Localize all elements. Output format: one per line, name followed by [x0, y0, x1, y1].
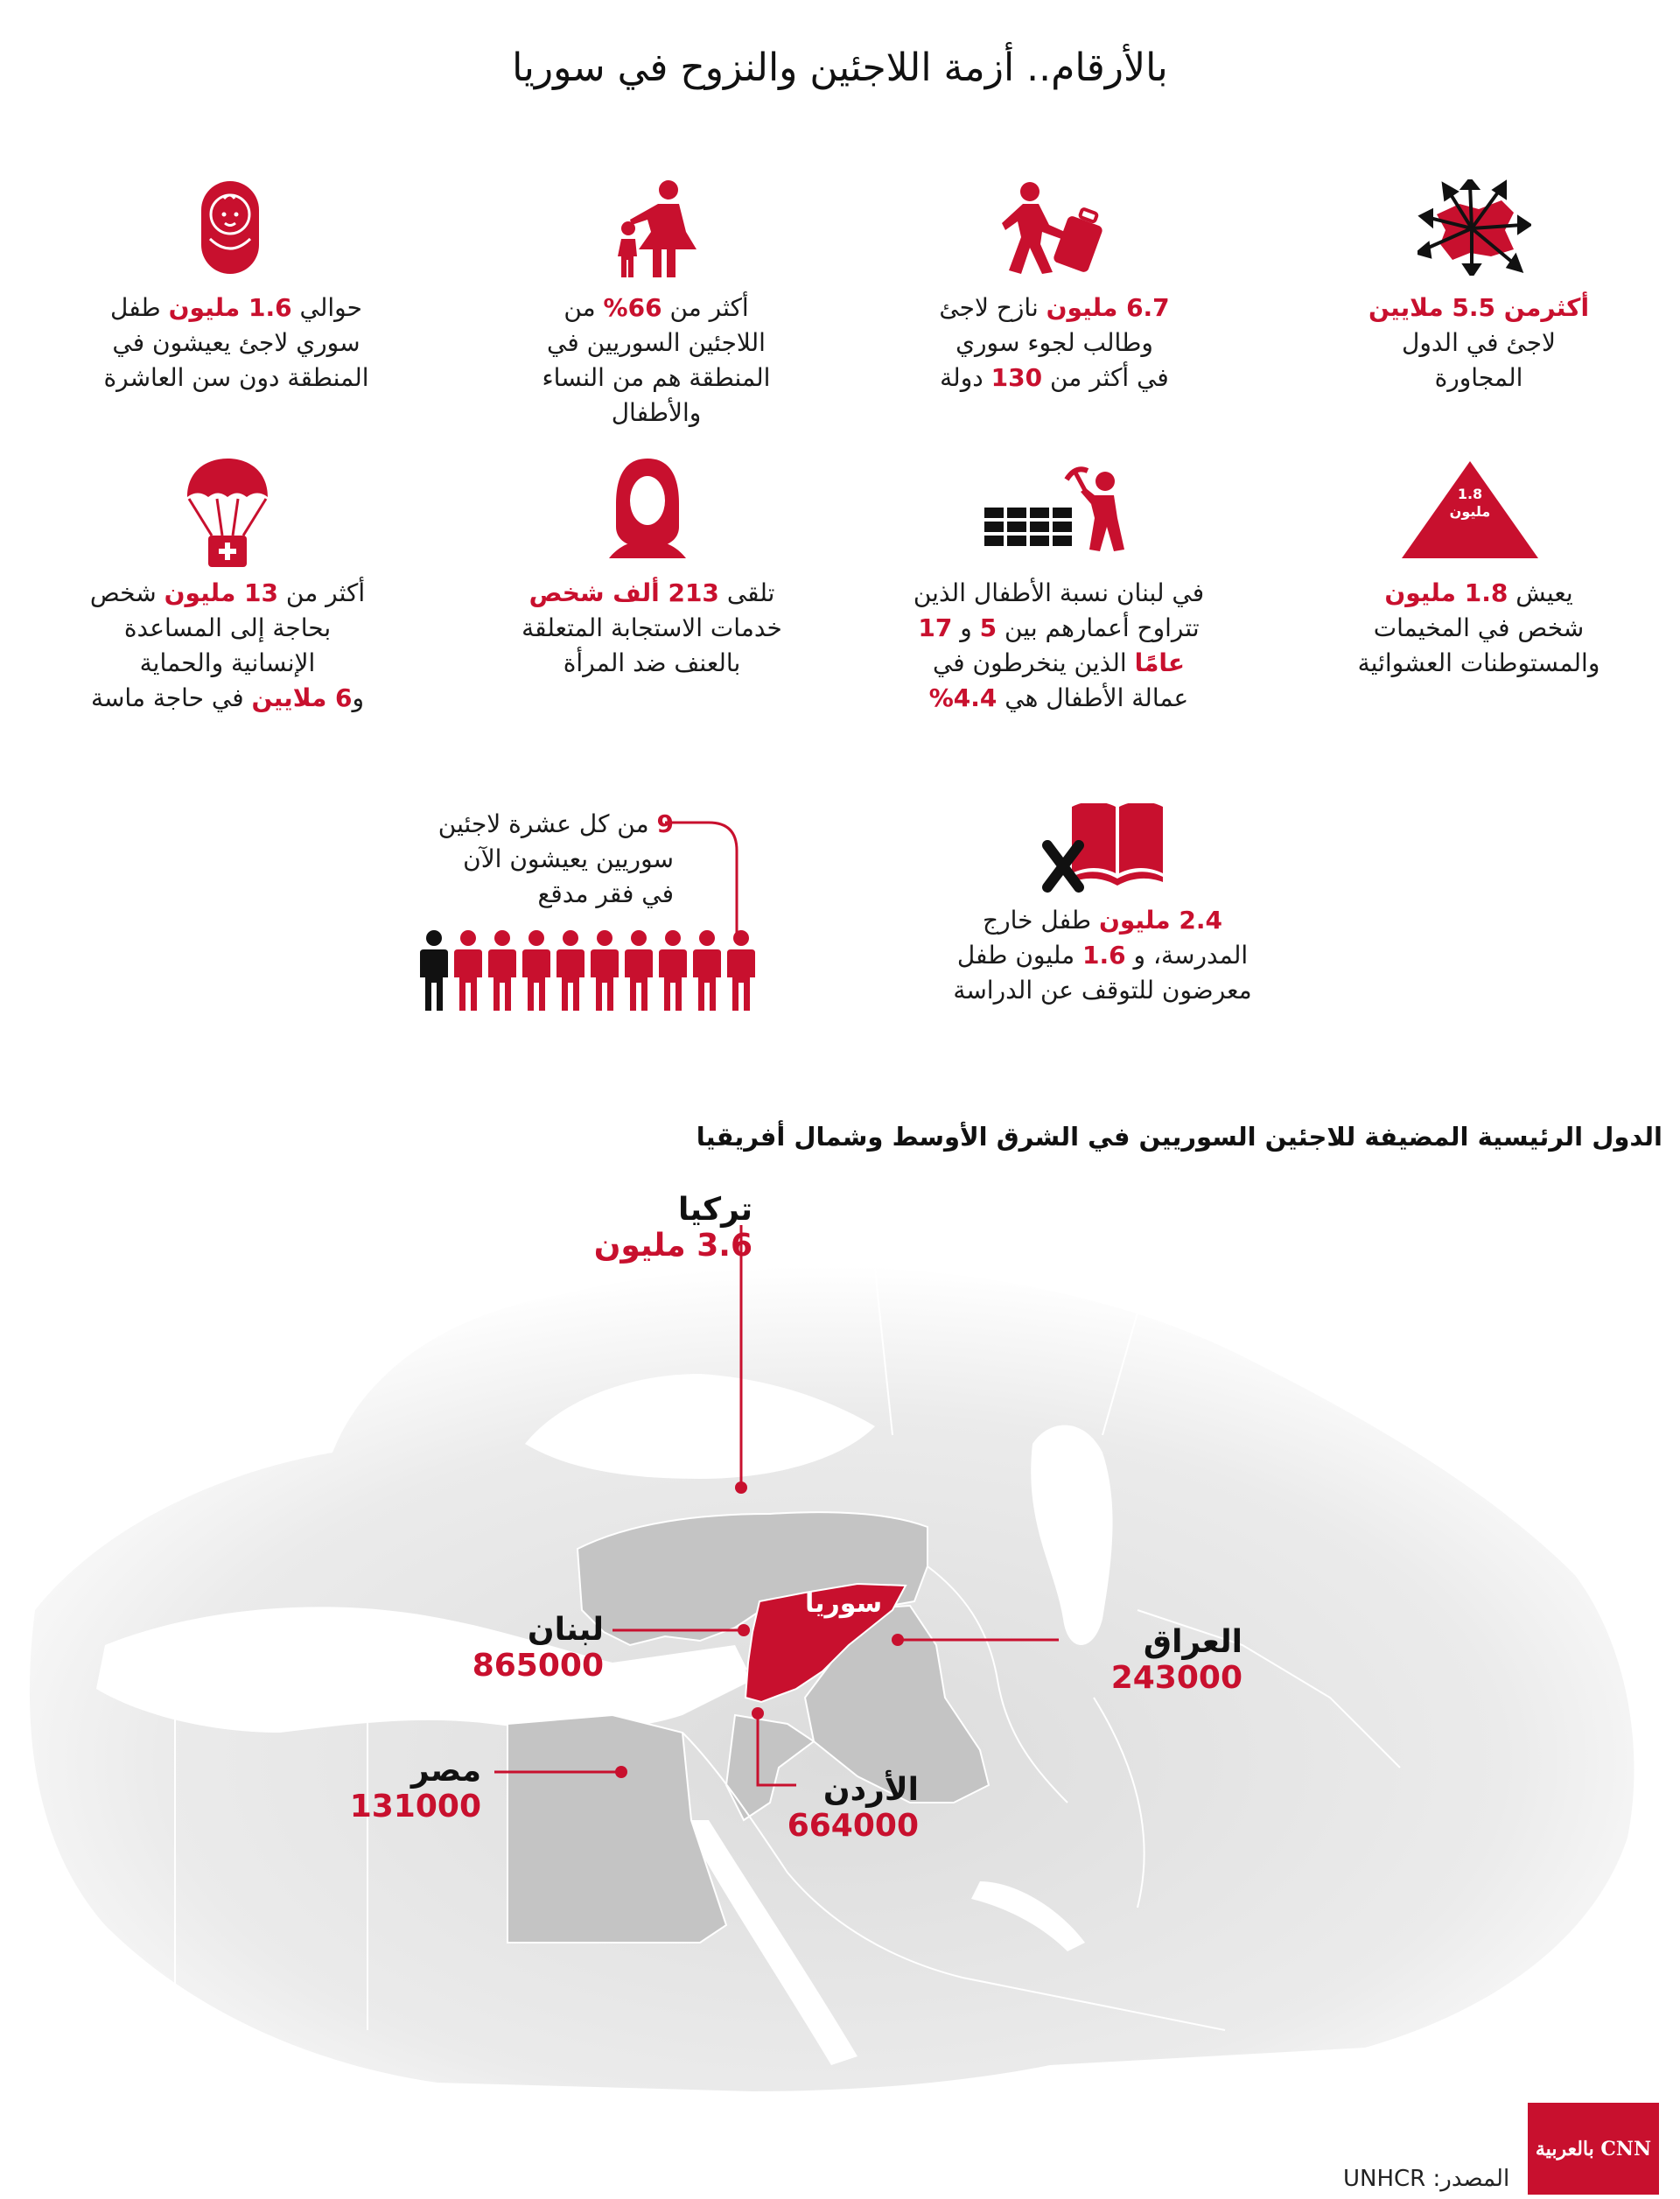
map-label-iraq — [1068, 1624, 1242, 1696]
country-name-egypt: مصر — [410, 1753, 481, 1789]
person-icon — [556, 930, 584, 1011]
person-icon — [454, 930, 482, 1011]
map-label-egypt — [298, 1753, 481, 1824]
person-icon — [488, 930, 516, 1011]
tent-label: 1.8 مليون — [1449, 486, 1491, 520]
stat-camps: يعيش 1.8 مليون شخص في المخيمات والمستوطنات العشوائية — [1357, 578, 1600, 677]
walking-luggage-icon — [1002, 179, 1107, 276]
people-row — [418, 930, 760, 1012]
person-icon — [659, 930, 687, 1011]
syria-label: سوريا — [805, 1588, 883, 1619]
person-icon — [625, 930, 653, 1011]
map-arrows-icon — [1418, 179, 1531, 276]
person-icon — [591, 930, 619, 1011]
person-icon — [727, 930, 755, 1011]
country-name-lebanon: لبنان — [527, 1612, 604, 1648]
cnn-arabic-logo: CNN بالعربية — [1528, 2103, 1659, 2195]
source-credit: المصدر: UNHCR — [1343, 2166, 1510, 2192]
country-name-turkey: تركيا — [677, 1192, 752, 1228]
country-name-jordan: الأردن — [822, 1772, 919, 1808]
stat-women-children: أكثر من 66% من اللاجئين السوريين في المنطقة هم من النساء والأطفال — [542, 293, 771, 427]
map-label-turkey — [560, 1192, 752, 1264]
map-label-jordan — [735, 1772, 919, 1844]
poverty-connector-line — [665, 821, 752, 935]
stat-displaced-asylum: 6.7 مليون نازح لاجئ وطالب لجوء سوري في أكثر من 130 دولة — [939, 293, 1170, 392]
region-map — [0, 1155, 1680, 2100]
person-icon — [420, 930, 448, 1011]
country-name-iraq: العراق — [1143, 1624, 1242, 1660]
country-value-jordan: 664000 — [787, 1808, 919, 1844]
child-labor-icon — [984, 466, 1133, 553]
country-value-turkey: 3.6 مليون — [593, 1228, 752, 1264]
person-icon — [693, 930, 721, 1011]
country-value-lebanon: 865000 — [472, 1648, 604, 1684]
stat-children-under-ten: حوالي 1.6 مليون طفل سوري لاجئ يعيشون في المنطقة دون سن العاشرة — [103, 293, 369, 392]
stat-gbv-services: تلقى 213 ألف شخص خدمات الاستجابة المتعلقة بالعنف ضد المرأة — [522, 578, 782, 677]
map-label-lebanon — [420, 1612, 604, 1684]
country-value-egypt: 131000 — [349, 1789, 481, 1824]
book-cross-icon — [1037, 803, 1168, 900]
veiled-woman-icon — [604, 455, 691, 560]
map-title: الدول الرئيسية المضيفة للاجئين السوريين في الشرق الأوسط وشمال أفريقيا — [696, 1122, 1662, 1152]
stat-humanitarian-need: أكثر من 13 مليون شخص بحاجة إلى المساعدة الإنسانية والحماية و6 ملايين في حاجة ماسة — [89, 578, 366, 712]
baby-icon — [200, 179, 261, 276]
woman-child-icon — [612, 179, 700, 280]
stat-extreme-poverty: 9 من كل عشرة لاجئين سوريين يعيشون الآن في فقر مدقع — [438, 809, 674, 908]
stat-child-labor: في لبنان نسبة الأطفال الذين تتراوح أعمارهم بين 5 و 17 عامًا الذين ينخرطون في عمالة الأطفال هي 4.4% — [913, 578, 1205, 712]
country-value-iraq: 243000 — [1110, 1660, 1242, 1696]
stat-out-of-school: 2.4 مليون طفل خارج المدرسة، و 1.6 مليون طفل معرضون للتوقف عن الدراسة — [953, 906, 1252, 1005]
stat-refugees-neighboring: أكثرمن 5.5 ملايين لاجئ في الدول المجاورة — [1368, 293, 1590, 392]
aid-parachute-icon — [184, 457, 271, 569]
person-icon — [522, 930, 550, 1011]
page-title: بالأرقام.. أزمة اللاجئين والنزوح في سوريا — [512, 46, 1168, 90]
